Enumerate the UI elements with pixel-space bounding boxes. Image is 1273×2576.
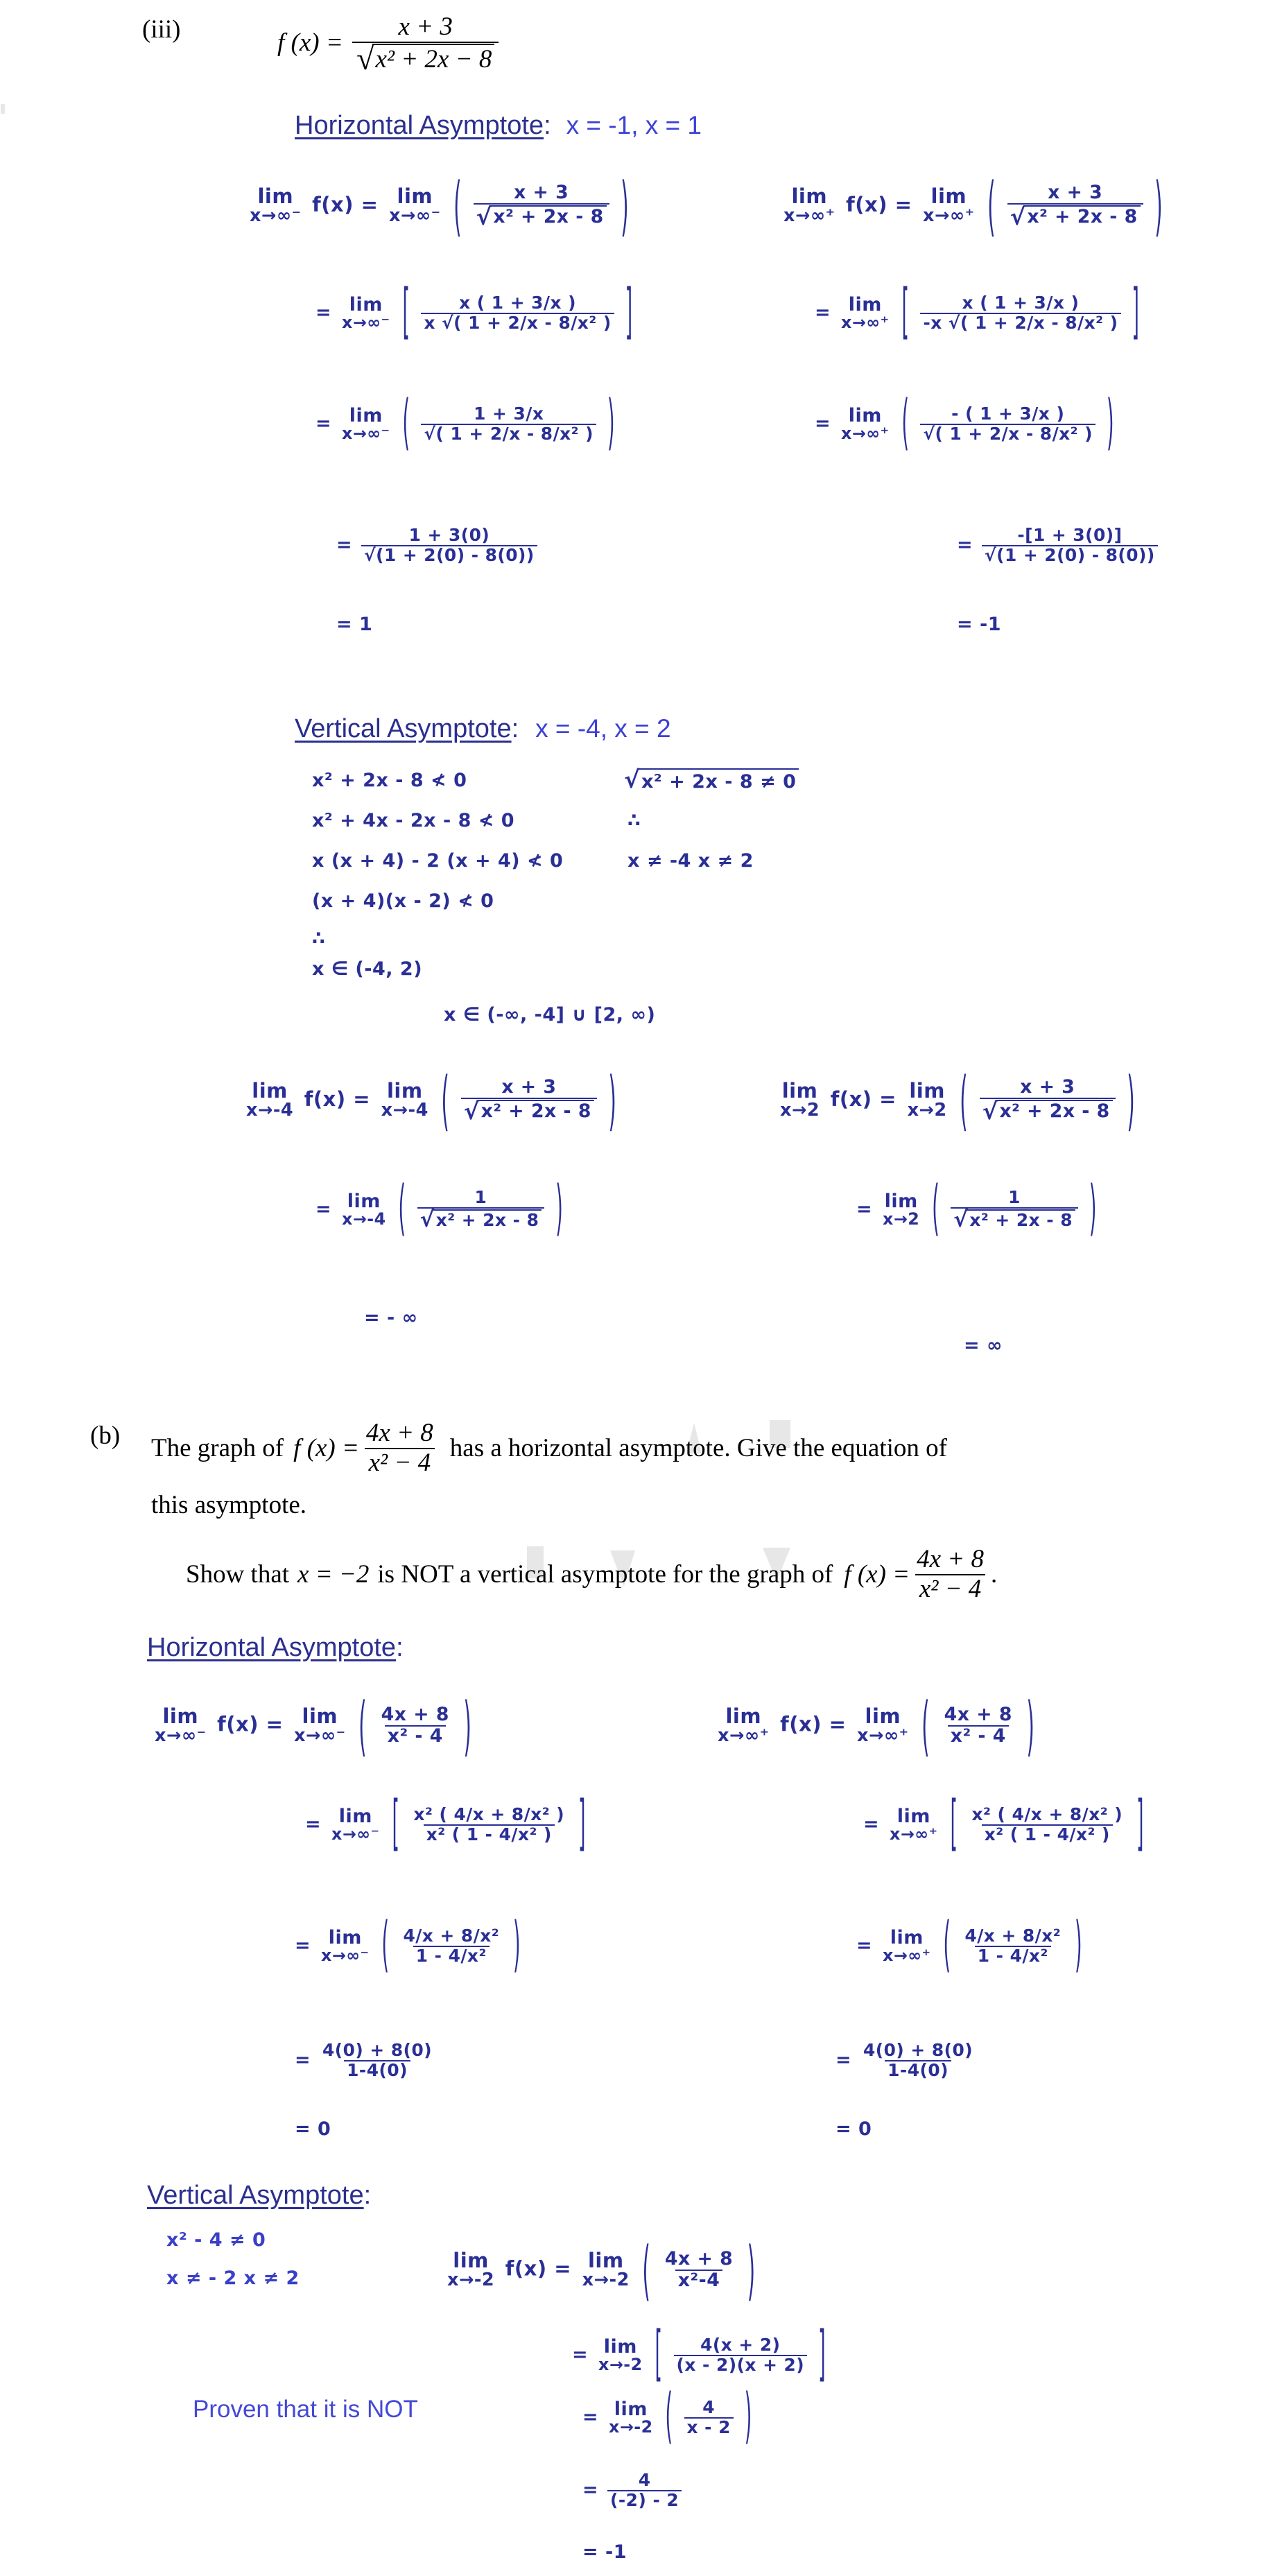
limit-operator: lim x→∞⁺ <box>718 1704 770 1746</box>
function-denominator: x² − 4 <box>365 1448 435 1477</box>
horizontal-asymptote-heading-row <box>295 111 702 141</box>
limit-operator: lim x→-2 <box>447 2248 495 2290</box>
sqrt-icon: √ x² + 2x - 8 <box>476 205 607 228</box>
vertical-asymptote-answer: x = -4, x = 2 <box>535 714 671 743</box>
right-paren: ) <box>744 2383 752 2453</box>
vertical-asymptote-heading: Vertical Asymptote <box>147 2181 364 2210</box>
hw-iii-v-right-line1: lim x→2 f(x) = lim x→2 ( x + 3 √ x² + 2x - 8 ) <box>780 1062 1136 1139</box>
left-paren: ( <box>441 1062 450 1139</box>
sqrt-icon: √ x² + 2x - 8 <box>953 1209 1075 1231</box>
right-bracket: ] <box>1132 279 1140 348</box>
heading-colon: : <box>396 1633 404 1662</box>
part-b-sentence-1 <box>151 1420 947 1477</box>
expr-fraction: $\frac{\text{x² ( 4/x + 8/x² )}}{\text{x² ( 1 - 4/x² )}}$ <box>971 1804 1123 1844</box>
expr-fraction: $\frac{4(0) + 8(0)}{1-4(0)}$ <box>863 2040 973 2080</box>
left-paren: ( <box>960 1062 969 1139</box>
expr-fraction: $\frac{x ( 1 + 3/x )}{\text{x √( 1 + 2/x - 8/x² )}}$ <box>421 295 614 332</box>
function-numerator: x + 3 <box>398 12 453 41</box>
hw-ineq-solution: x ∈ (-4, 2) <box>312 958 423 980</box>
part-b-label: (b) <box>90 1421 121 1450</box>
right-bracket: ] <box>625 279 633 348</box>
expr-fraction: $\frac{4}{x - 2}$ <box>684 2399 734 2437</box>
limit-operator: lim x→∞⁻ <box>294 1704 346 1746</box>
expr-fraction: $\frac{x ( 1 + 3/x )}{\text{-x √( 1 + 2/x - 8/x² )}}$ <box>920 295 1120 332</box>
right-paren: ) <box>513 1912 521 1981</box>
expr-fraction: $\frac{1 + 3/x}{\text{√( 1 + 2/x - 8/x² )}}$ <box>421 406 596 443</box>
expr-fraction: x + 3 √ x² + 2x - 8 <box>980 1078 1116 1123</box>
expr-fraction: 1 √ x² + 2x - 8 <box>951 1189 1078 1231</box>
limit-operator: lim x→2 <box>883 1191 920 1229</box>
sqrt-icon: √ x² + 2x - 8 ≠ 0 <box>624 768 799 793</box>
hw-b-h-right-line2: = lim x→∞⁺ [ $\frac{\text{x² ( 4/x + 8/x² )}}{\text{x² ( 1 - 4/x² )}}$ ] <box>863 1790 1145 1860</box>
hw-radical-condition-results: x ≠ -4 x ≠ 2 <box>627 850 754 872</box>
hw-iii-v-left-result: = - ∞ <box>364 1307 418 1329</box>
hw-iii-h-left-line3: = lim x→∞⁻ ( $\frac{1 + 3/x}{\text{√( 1 + 2/x - 8/x² )}}$ ) <box>315 390 615 459</box>
hw-b-v-line4: = $\frac{4}{(-2) - 2}$ <box>582 2472 684 2509</box>
function-numerator: 4x + 8 <box>365 1419 433 1447</box>
function-fraction <box>912 1546 988 1603</box>
limit-operator: lim x→∞⁺ <box>883 1926 931 1965</box>
right-paren: ) <box>555 1175 564 1245</box>
x-equals-minus-two: x = −2 <box>297 1559 370 1589</box>
limit-operator: lim x→∞⁻ <box>389 184 441 227</box>
part-b-vertical-heading-row <box>147 2181 371 2211</box>
hw-iii-h-left-result: = 1 <box>336 614 373 635</box>
hw-b-h-left-line1: lim x→∞⁻ f(x) = lim x→∞⁻ ( $\frac{4x + 8}{\text{x² - 4}}$ ) <box>155 1688 472 1764</box>
limit-operator: lim x→-2 <box>582 2248 630 2290</box>
function-fraction <box>352 14 499 76</box>
expr-fraction: $\frac{4(x + 2)}{(x - 2)(x + 2)}$ <box>674 2337 808 2374</box>
function-fraction <box>362 1420 438 1477</box>
right-paren: ) <box>621 168 630 244</box>
sentence-text: The graph of <box>151 1433 284 1462</box>
function-prefix: f (x) = <box>293 1433 359 1462</box>
hw-iii-v-right-line2: = lim x→2 ( 1 √ x² + 2x - 8 ) <box>856 1175 1097 1245</box>
sqrt-icon: √ x² + 2x - 8 <box>1010 205 1141 228</box>
right-paren: ) <box>1106 390 1114 459</box>
function-denominator: x² − 4 <box>915 1574 985 1603</box>
hw-b-h-left-result: = 0 <box>295 2118 331 2140</box>
limit-operator: lim x→∞⁺ <box>857 1704 909 1746</box>
left-paren: ( <box>642 2232 651 2308</box>
hw-iii-h-right-result: = -1 <box>957 614 1002 635</box>
function-prefix: f (x) = <box>277 28 343 58</box>
vertical-asymptote-heading: Vertical Asymptote <box>295 714 512 743</box>
expr-fraction: $\frac{4(0) + 8(0)}{1-4(0)}$ <box>322 2040 433 2080</box>
part-iii-label: (iii) <box>142 15 181 44</box>
right-bracket: ] <box>818 2321 826 2390</box>
hw-b-h-right-line4: = $\frac{4(0) + 8(0)}{1-4(0)}$ <box>835 2042 978 2080</box>
vertical-asymptote-heading-row <box>295 714 671 744</box>
right-paren: ) <box>747 2232 756 2308</box>
left-bracket: [ <box>655 2321 663 2390</box>
expr-fraction: $\frac{4x + 8}{\text{x²-4}}$ <box>664 2248 734 2291</box>
hw-iii-h-left-line1 <box>246 168 631 244</box>
horizontal-asymptote-heading: Horizontal Asymptote <box>295 111 544 140</box>
hw-iii-h-right-line4: = $\frac{-[1 + 3(0)]}{√(1 + 2(0) - 8(0))}$ <box>957 527 1160 564</box>
expr-fraction: 1 √ x² + 2x - 8 <box>417 1189 545 1231</box>
hw-therefore-symbol: ∴ <box>627 810 643 831</box>
hw-iii-v-left-line1: lim x→-4 f(x) = lim x→-4 ( x + 3 √ x² + 2x - 8 ) <box>246 1062 617 1139</box>
left-bracket: [ <box>392 1790 400 1860</box>
left-paren: ( <box>987 168 996 244</box>
expr-fraction: $\frac{1 + 3(0)}{√(1 + 2(0) - 8(0))}$ <box>361 527 537 564</box>
expr-fraction: $\frac{\text{x² ( 4/x + 8/x² )}}{\text{x² ( 1 - 4/x² )}}$ <box>413 1804 565 1844</box>
limit-operator: lim x→∞⁻ <box>342 293 390 332</box>
sqrt-icon: √ x² + 2x - 8 <box>982 1100 1113 1123</box>
function-denominator: x² + 2x − 8 <box>372 44 494 76</box>
hw-b-v-condition-1: x² - 4 ≠ 0 <box>166 2229 266 2251</box>
period: . <box>991 1559 998 1589</box>
heading-colon: : <box>544 111 551 140</box>
hw-b-h-right-result: = 0 <box>835 2118 872 2140</box>
limit-operator: lim x→2 <box>907 1079 947 1121</box>
limit-operator: lim x→-4 <box>342 1191 386 1229</box>
left-paren: ( <box>943 1912 951 1981</box>
part-b-horizontal-heading-row <box>147 1633 404 1663</box>
hw-b-h-right-line3: = lim x→∞⁺ ( $\frac{\text{4/x + 8/x²}}{\text{1 - 4/x²}}$ ) <box>856 1912 1083 1981</box>
function-prefix: f (x) = <box>844 1559 910 1589</box>
limit-operator: lim x→∞⁻ <box>331 1805 380 1844</box>
left-bracket: [ <box>402 279 410 348</box>
hw-b-v-condition-2: x ≠ - 2 x ≠ 2 <box>166 2267 300 2289</box>
limit-operator: lim x→∞⁺ <box>923 184 975 227</box>
hw-ineq-line-4: (x + 4)(x - 2) ≮ 0 <box>312 890 494 912</box>
left-paren: ( <box>901 390 910 459</box>
limit-operator: lim x→∞⁻ <box>155 1704 207 1746</box>
left-paren: ( <box>402 390 410 459</box>
part-b-sentence-3 <box>186 1546 997 1603</box>
part-iii-function <box>277 14 501 76</box>
limit-operator: lim x→∞⁺ <box>890 1805 938 1844</box>
limit-operator: lim x→∞⁻ <box>250 184 302 227</box>
hw-b-h-left-line3: = lim x→∞⁻ ( $\frac{\text{4/x + 8/x²}}{\text{1 - 4/x²}}$ ) <box>295 1912 521 1981</box>
equals: = <box>361 193 379 217</box>
limit-operator: lim x→-4 <box>381 1079 428 1121</box>
hw-iii-v-left-line2: = lim x→-4 ( 1 √ x² + 2x - 8 ) <box>315 1175 564 1245</box>
hw-radical-condition <box>624 768 799 793</box>
function-denominator-wrap <box>352 42 499 76</box>
heading-colon: : <box>511 714 519 743</box>
sqrt-icon: √ x² + 2x - 8 <box>420 1209 542 1231</box>
hw-ineq-line-2: x² + 4x - 2x - 8 ≮ 0 <box>312 810 515 831</box>
expr-fraction: $\frac{4x + 8}{\text{x² - 4}}$ <box>381 1704 449 1747</box>
scan-artifact <box>1 104 5 114</box>
expr-fraction: x + 3 √ x² + 2x - 8 <box>474 184 609 228</box>
right-paren: ) <box>1154 168 1163 244</box>
left-paren: ( <box>381 1912 390 1981</box>
part-b-sentence-2: this asymptote. <box>151 1491 307 1519</box>
den-radical <box>474 203 609 228</box>
function-numerator: 4x + 8 <box>917 1545 984 1573</box>
hw-iii-h-left-line2: = lim x→∞⁻ [ $\frac{x ( 1 + 3/x )}{\text{x √( 1 + 2/x - 8/x² )}}$ ] <box>315 279 633 348</box>
hw-b-v-result: = -1 <box>582 2541 627 2563</box>
limit-operator: lim x→∞⁺ <box>841 404 890 443</box>
limit-operator: lim x→∞⁻ <box>321 1926 370 1965</box>
radical-sign: √ <box>356 41 374 77</box>
right-paren: ) <box>1089 1175 1097 1245</box>
hw-b-v-line3: = lim x→-2 ( $\frac{4}{x - 2}$ ) <box>582 2383 752 2453</box>
horizontal-asymptote-heading: Horizontal Asymptote <box>147 1633 397 1662</box>
left-paren: ( <box>398 1175 406 1245</box>
fn-label: f(x) <box>312 193 354 217</box>
right-paren: ) <box>1026 1688 1035 1764</box>
sentence-text: has a horizontal asymptote. Give the equation of <box>449 1433 947 1462</box>
hw-iii-h-left-line4: = $\frac{1 + 3(0)}{√(1 + 2(0) - 8(0))}$ <box>336 527 539 564</box>
hw-b-v-line1: lim x→-2 f(x) = lim x→-2 ( $\frac{4x + 8}{\text{x²-4}}$ ) <box>447 2232 756 2308</box>
expr-fraction: $\frac{- ( 1 + 3/x )}{\text{√( 1 + 2/x - 8/x² )}}$ <box>920 406 1096 443</box>
sentence-text: is NOT a vertical asymptote for the graph of <box>377 1559 833 1589</box>
limit-operator: lim x→2 <box>780 1079 820 1121</box>
hw-b-h-left-line2: = lim x→∞⁻ [ $\frac{\text{x² ( 4/x + 8/x² )}}{\text{x² ( 1 - 4/x² )}}$ ] <box>305 1790 587 1860</box>
right-paren: ) <box>463 1688 472 1764</box>
expr-fraction: $\frac{\text{4/x + 8/x²}}{\text{1 - 4/x²}}$ <box>964 1926 1062 1966</box>
horizontal-asymptote-answer: x = -1, x = 1 <box>566 111 702 139</box>
sqrt-icon <box>356 41 494 77</box>
heading-colon: : <box>363 2181 372 2210</box>
hw-b-h-left-line4: = $\frac{4(0) + 8(0)}{1-4(0)}$ <box>295 2042 437 2080</box>
hw-b-h-right-line1: lim x→∞⁺ f(x) = lim x→∞⁺ ( $\frac{4x + 8}{\text{x² - 4}}$ ) <box>718 1688 1035 1764</box>
hw-b-v-line2: = lim x→-2 [ $\frac{4(x + 2)}{(x - 2)(x + 2)}$ ] <box>572 2321 826 2390</box>
left-bracket: [ <box>950 1790 958 1860</box>
limit-operator: lim x→-4 <box>246 1079 294 1121</box>
expr-fraction: $\frac{\text{4/x + 8/x²}}{\text{1 - 4/x²}}$ <box>403 1926 500 1966</box>
left-paren: ( <box>665 2383 673 2453</box>
expr-fraction: x + 3 √ x² + 2x - 8 <box>461 1078 597 1123</box>
expr-fraction: $\frac{4}{(-2) - 2}$ <box>607 2472 682 2509</box>
hw-b-v-conclusion: Proven that it is NOT <box>193 2396 418 2423</box>
right-paren: ) <box>607 390 615 459</box>
right-paren: ) <box>608 1062 617 1139</box>
left-paren: ( <box>453 168 462 244</box>
hw-iii-h-right-line3: = lim x→∞⁺ ( $\frac{- ( 1 + 3/x )}{\text{√( 1 + 2/x - 8/x² )}}$ ) <box>815 390 1114 459</box>
right-bracket: ] <box>1136 1790 1145 1860</box>
right-paren: ) <box>1075 1912 1083 1981</box>
hw-ineq-line-3: x (x + 4) - 2 (x + 4) ≮ 0 <box>312 850 564 872</box>
hw-ineq-line-1: x² + 2x - 8 ≮ 0 <box>312 770 467 791</box>
right-bracket: ] <box>578 1790 587 1860</box>
limit-operator: lim x→-2 <box>598 2335 643 2374</box>
left-paren: ( <box>358 1688 367 1764</box>
hw-domain-line: x ∈ (-∞, -4] ∪ [2, ∞) <box>444 1004 656 1026</box>
left-paren: ( <box>932 1175 940 1245</box>
limit-operator: lim x→∞⁺ <box>783 184 835 227</box>
hw-iii-v-right-result: = ∞ <box>964 1335 1003 1356</box>
hw-therefore-symbol: ∴ <box>312 928 328 949</box>
hw-iii-h-right-line2: = lim x→∞⁺ [ $\frac{x ( 1 + 3/x )}{\text{-x √( 1 + 2/x - 8/x² )}}$ ] <box>815 279 1140 348</box>
hw-iii-h-right-line1: lim x→∞⁺ f(x) = lim x→∞⁺ ( x + 3 √ x² + 2x - 8 ) <box>783 168 1163 244</box>
right-paren: ) <box>1127 1062 1136 1139</box>
sqrt-icon: √ x² + 2x - 8 <box>464 1100 594 1123</box>
left-bracket: [ <box>901 279 910 348</box>
limit-operator: lim x→∞⁻ <box>342 404 390 443</box>
sentence-text: Show that <box>186 1559 290 1589</box>
limit-operator: lim x→-2 <box>609 2398 653 2437</box>
expr-fraction: $\frac{4x + 8}{\text{x² - 4}}$ <box>944 1704 1012 1747</box>
expr-fraction: $\frac{-[1 + 3(0)]}{√(1 + 2(0) - 8(0))}$ <box>982 527 1158 564</box>
limit-operator: lim x→∞⁺ <box>841 293 890 332</box>
left-paren: ( <box>921 1688 930 1764</box>
expr-fraction: x + 3 √ x² + 2x - 8 <box>1007 184 1143 228</box>
